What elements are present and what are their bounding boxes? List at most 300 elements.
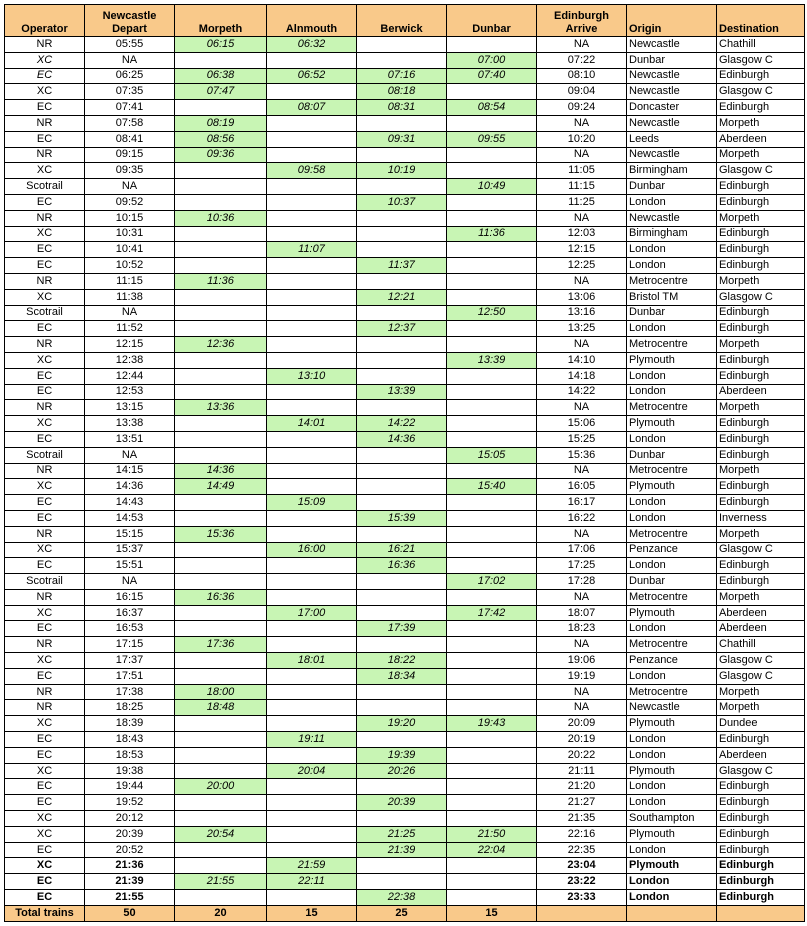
table-row	[5, 495, 805, 511]
cell-dunbar: 08:54	[447, 100, 537, 116]
cell-destination: Edinburgh	[717, 890, 805, 906]
cell-destination: Edinburgh	[717, 447, 805, 463]
cell-operator: NR	[5, 463, 85, 479]
cell-origin: Metrocentre	[627, 400, 717, 416]
cell-newcastle: 15:15	[85, 526, 175, 542]
cell-berwick	[357, 52, 447, 68]
cell-dunbar	[447, 747, 537, 763]
cell-newcastle: 12:38	[85, 352, 175, 368]
cell-dunbar: 13:39	[447, 352, 537, 368]
cell-origin: Penzance	[627, 653, 717, 669]
cell-morpeth: 08:19	[175, 115, 267, 131]
cell-berwick: 08:31	[357, 100, 447, 116]
cell-edinburgh: 12:25	[537, 258, 627, 274]
cell-edinburgh: NA	[537, 684, 627, 700]
table-row	[5, 779, 805, 795]
cell-destination: Aberdeen	[717, 131, 805, 147]
header-destination: Destination	[717, 5, 805, 37]
cell-berwick	[357, 463, 447, 479]
totals-destination	[717, 905, 805, 921]
cell-dunbar	[447, 526, 537, 542]
table-row	[5, 242, 805, 258]
cell-morpeth	[175, 653, 267, 669]
cell-operator: EC	[5, 621, 85, 637]
cell-newcastle: 17:15	[85, 637, 175, 653]
cell-origin: Leeds	[627, 131, 717, 147]
cell-operator: EC	[5, 795, 85, 811]
cell-operator: EC	[5, 242, 85, 258]
cell-newcastle: 10:41	[85, 242, 175, 258]
cell-destination: Morpeth	[717, 700, 805, 716]
cell-alnmouth	[267, 131, 357, 147]
table-row	[5, 795, 805, 811]
cell-operator: XC	[5, 716, 85, 732]
cell-origin: London	[627, 431, 717, 447]
cell-morpeth: 16:36	[175, 589, 267, 605]
cell-morpeth	[175, 495, 267, 511]
table-row	[5, 605, 805, 621]
cell-morpeth	[175, 179, 267, 195]
header-newcastle-line1: Newcastle	[102, 10, 157, 22]
cell-alnmouth	[267, 589, 357, 605]
cell-newcastle: 19:44	[85, 779, 175, 795]
cell-dunbar	[447, 147, 537, 163]
cell-edinburgh: NA	[537, 147, 627, 163]
cell-origin: Metrocentre	[627, 463, 717, 479]
cell-morpeth	[175, 732, 267, 748]
totals-newcastle: 50	[85, 905, 175, 921]
cell-alnmouth	[267, 352, 357, 368]
cell-newcastle: 14:15	[85, 463, 175, 479]
cell-berwick: 15:39	[357, 510, 447, 526]
cell-operator: EC	[5, 842, 85, 858]
cell-alnmouth: 21:59	[267, 858, 357, 874]
cell-dunbar: 15:40	[447, 479, 537, 495]
cell-newcastle: 13:38	[85, 416, 175, 432]
cell-newcastle: 16:53	[85, 621, 175, 637]
cell-operator: NR	[5, 273, 85, 289]
cell-dunbar	[447, 115, 537, 131]
cell-operator: EC	[5, 558, 85, 574]
cell-destination: Edinburgh	[717, 242, 805, 258]
cell-operator: XC	[5, 289, 85, 305]
table-row	[5, 194, 805, 210]
cell-morpeth	[175, 558, 267, 574]
cell-dunbar	[447, 700, 537, 716]
table-row	[5, 163, 805, 179]
table-row	[5, 589, 805, 605]
cell-dunbar	[447, 210, 537, 226]
cell-berwick	[357, 242, 447, 258]
cell-newcastle: 18:39	[85, 716, 175, 732]
cell-alnmouth: 19:11	[267, 732, 357, 748]
cell-edinburgh: 16:05	[537, 479, 627, 495]
cell-origin: Metrocentre	[627, 684, 717, 700]
cell-morpeth	[175, 574, 267, 590]
cell-alnmouth	[267, 447, 357, 463]
cell-newcastle: 05:55	[85, 37, 175, 53]
cell-berwick: 21:39	[357, 842, 447, 858]
table-row	[5, 558, 805, 574]
cell-alnmouth: 06:52	[267, 68, 357, 84]
cell-berwick	[357, 479, 447, 495]
cell-operator: NR	[5, 526, 85, 542]
table-row	[5, 747, 805, 763]
cell-origin: Newcastle	[627, 147, 717, 163]
cell-newcastle: 20:12	[85, 811, 175, 827]
cell-origin: London	[627, 495, 717, 511]
cell-berwick: 13:39	[357, 384, 447, 400]
cell-alnmouth	[267, 795, 357, 811]
table-row	[5, 526, 805, 542]
cell-dunbar	[447, 874, 537, 890]
cell-alnmouth	[267, 337, 357, 353]
cell-berwick: 18:22	[357, 653, 447, 669]
cell-morpeth: 07:47	[175, 84, 267, 100]
cell-alnmouth	[267, 826, 357, 842]
cell-berwick	[357, 589, 447, 605]
cell-berwick	[357, 779, 447, 795]
cell-alnmouth	[267, 273, 357, 289]
cell-newcastle: 07:41	[85, 100, 175, 116]
cell-alnmouth	[267, 700, 357, 716]
cell-operator: XC	[5, 542, 85, 558]
cell-origin: Plymouth	[627, 858, 717, 874]
cell-berwick: 07:16	[357, 68, 447, 84]
cell-destination: Inverness	[717, 510, 805, 526]
cell-edinburgh: NA	[537, 637, 627, 653]
cell-edinburgh: 16:17	[537, 495, 627, 511]
cell-origin: London	[627, 384, 717, 400]
cell-destination: Glasgow C	[717, 542, 805, 558]
cell-dunbar	[447, 495, 537, 511]
table-row	[5, 574, 805, 590]
header-newcastle-line2: Depart	[112, 23, 147, 35]
cell-origin: Dunbar	[627, 305, 717, 321]
cell-operator: Scotrail	[5, 179, 85, 195]
cell-edinburgh: 17:25	[537, 558, 627, 574]
cell-alnmouth	[267, 226, 357, 242]
header-dunbar: Dunbar	[447, 5, 537, 37]
cell-edinburgh: 23:22	[537, 874, 627, 890]
cell-alnmouth	[267, 684, 357, 700]
cell-morpeth	[175, 52, 267, 68]
cell-morpeth	[175, 416, 267, 432]
cell-berwick	[357, 811, 447, 827]
cell-morpeth	[175, 605, 267, 621]
table-row	[5, 210, 805, 226]
cell-morpeth	[175, 100, 267, 116]
cell-origin: Newcastle	[627, 68, 717, 84]
table-row	[5, 115, 805, 131]
timetable-body	[5, 37, 805, 906]
cell-operator: EC	[5, 131, 85, 147]
cell-newcastle: 14:36	[85, 479, 175, 495]
cell-destination: Morpeth	[717, 115, 805, 131]
cell-operator: EC	[5, 495, 85, 511]
cell-newcastle: 07:35	[85, 84, 175, 100]
cell-berwick	[357, 526, 447, 542]
totals-dunbar: 15	[447, 905, 537, 921]
table-row	[5, 321, 805, 337]
cell-dunbar	[447, 400, 537, 416]
cell-origin: Newcastle	[627, 210, 717, 226]
table-row	[5, 226, 805, 242]
cell-destination: Morpeth	[717, 147, 805, 163]
table-row	[5, 100, 805, 116]
table-row	[5, 384, 805, 400]
cell-destination: Morpeth	[717, 337, 805, 353]
cell-newcastle: 11:38	[85, 289, 175, 305]
cell-operator: EC	[5, 68, 85, 84]
cell-operator: NR	[5, 115, 85, 131]
cell-alnmouth: 18:01	[267, 653, 357, 669]
cell-alnmouth	[267, 747, 357, 763]
header-edinburgh-line1: Edinburgh	[554, 10, 609, 22]
cell-morpeth: 09:36	[175, 147, 267, 163]
cell-alnmouth	[267, 258, 357, 274]
cell-alnmouth	[267, 194, 357, 210]
cell-dunbar: 07:00	[447, 52, 537, 68]
cell-destination: Edinburgh	[717, 100, 805, 116]
cell-operator: XC	[5, 226, 85, 242]
cell-berwick	[357, 37, 447, 53]
cell-edinburgh: NA	[537, 526, 627, 542]
cell-alnmouth	[267, 668, 357, 684]
table-row	[5, 368, 805, 384]
cell-operator: EC	[5, 258, 85, 274]
cell-origin: Dunbar	[627, 447, 717, 463]
cell-berwick: 17:39	[357, 621, 447, 637]
cell-destination: Edinburgh	[717, 258, 805, 274]
cell-berwick: 18:34	[357, 668, 447, 684]
cell-berwick	[357, 732, 447, 748]
cell-destination: Aberdeen	[717, 384, 805, 400]
cell-newcastle: 17:51	[85, 668, 175, 684]
cell-dunbar: 12:50	[447, 305, 537, 321]
cell-destination: Edinburgh	[717, 226, 805, 242]
cell-edinburgh: 09:04	[537, 84, 627, 100]
table-row	[5, 858, 805, 874]
cell-berwick: 08:18	[357, 84, 447, 100]
cell-origin: London	[627, 874, 717, 890]
cell-newcastle: 10:15	[85, 210, 175, 226]
cell-alnmouth	[267, 842, 357, 858]
cell-dunbar	[447, 84, 537, 100]
cell-berwick	[357, 368, 447, 384]
cell-origin: Metrocentre	[627, 526, 717, 542]
cell-berwick: 19:20	[357, 716, 447, 732]
header-berwick: Berwick	[357, 5, 447, 37]
cell-berwick	[357, 273, 447, 289]
cell-destination: Morpeth	[717, 684, 805, 700]
cell-dunbar	[447, 668, 537, 684]
cell-dunbar: 22:04	[447, 842, 537, 858]
cell-newcastle: 10:31	[85, 226, 175, 242]
cell-origin: London	[627, 779, 717, 795]
cell-edinburgh: 23:33	[537, 890, 627, 906]
cell-dunbar	[447, 637, 537, 653]
cell-destination: Morpeth	[717, 526, 805, 542]
totals-origin	[627, 905, 717, 921]
cell-alnmouth	[267, 384, 357, 400]
cell-operator: XC	[5, 763, 85, 779]
cell-morpeth: 20:00	[175, 779, 267, 795]
cell-morpeth	[175, 811, 267, 827]
cell-morpeth: 14:36	[175, 463, 267, 479]
cell-newcastle: 09:35	[85, 163, 175, 179]
cell-origin: London	[627, 890, 717, 906]
table-row	[5, 890, 805, 906]
cell-alnmouth: 15:09	[267, 495, 357, 511]
cell-newcastle: 06:25	[85, 68, 175, 84]
cell-dunbar	[447, 337, 537, 353]
cell-morpeth: 13:36	[175, 400, 267, 416]
cell-dunbar: 10:49	[447, 179, 537, 195]
cell-dunbar: 15:05	[447, 447, 537, 463]
cell-dunbar	[447, 732, 537, 748]
cell-newcastle: 21:55	[85, 890, 175, 906]
cell-morpeth	[175, 447, 267, 463]
cell-destination: Edinburgh	[717, 305, 805, 321]
cell-destination: Edinburgh	[717, 842, 805, 858]
cell-edinburgh: 21:11	[537, 763, 627, 779]
cell-alnmouth	[267, 716, 357, 732]
cell-operator: XC	[5, 416, 85, 432]
cell-destination: Glasgow C	[717, 163, 805, 179]
cell-alnmouth: 14:01	[267, 416, 357, 432]
cell-origin: Metrocentre	[627, 273, 717, 289]
cell-origin: London	[627, 510, 717, 526]
cell-alnmouth	[267, 526, 357, 542]
cell-edinburgh: NA	[537, 115, 627, 131]
totals-row	[5, 905, 805, 921]
cell-morpeth: 14:49	[175, 479, 267, 495]
cell-origin: Doncaster	[627, 100, 717, 116]
cell-berwick	[357, 637, 447, 653]
cell-origin: Birmingham	[627, 163, 717, 179]
cell-morpeth: 12:36	[175, 337, 267, 353]
cell-newcastle: 16:15	[85, 589, 175, 605]
cell-berwick	[357, 337, 447, 353]
cell-edinburgh: 21:20	[537, 779, 627, 795]
cell-edinburgh: NA	[537, 463, 627, 479]
cell-dunbar	[447, 289, 537, 305]
cell-origin: London	[627, 558, 717, 574]
header-edinburgh-line2: Arrive	[565, 23, 598, 35]
cell-alnmouth	[267, 210, 357, 226]
cell-edinburgh: 07:22	[537, 52, 627, 68]
cell-alnmouth	[267, 115, 357, 131]
cell-newcastle: 15:37	[85, 542, 175, 558]
table-row	[5, 621, 805, 637]
cell-morpeth	[175, 305, 267, 321]
cell-origin: Plymouth	[627, 763, 717, 779]
cell-edinburgh: 09:24	[537, 100, 627, 116]
cell-alnmouth	[267, 289, 357, 305]
cell-alnmouth	[267, 811, 357, 827]
cell-newcastle: 15:51	[85, 558, 175, 574]
cell-origin: London	[627, 242, 717, 258]
table-row	[5, 416, 805, 432]
cell-edinburgh: 17:06	[537, 542, 627, 558]
cell-morpeth	[175, 621, 267, 637]
cell-operator: NR	[5, 147, 85, 163]
cell-operator: XC	[5, 605, 85, 621]
header-operator: Operator	[5, 5, 85, 37]
cell-berwick: 11:37	[357, 258, 447, 274]
cell-alnmouth	[267, 147, 357, 163]
cell-edinburgh: 14:22	[537, 384, 627, 400]
cell-edinburgh: 10:20	[537, 131, 627, 147]
cell-alnmouth: 09:58	[267, 163, 357, 179]
cell-origin: Plymouth	[627, 605, 717, 621]
cell-newcastle: 09:52	[85, 194, 175, 210]
cell-newcastle: 17:38	[85, 684, 175, 700]
cell-origin: Plymouth	[627, 479, 717, 495]
cell-edinburgh: 16:22	[537, 510, 627, 526]
cell-origin: Metrocentre	[627, 637, 717, 653]
cell-destination: Dundee	[717, 716, 805, 732]
cell-destination: Edinburgh	[717, 431, 805, 447]
cell-alnmouth: 17:00	[267, 605, 357, 621]
cell-destination: Edinburgh	[717, 858, 805, 874]
cell-edinburgh: 12:15	[537, 242, 627, 258]
cell-operator: XC	[5, 352, 85, 368]
cell-edinburgh: 17:28	[537, 574, 627, 590]
cell-alnmouth	[267, 431, 357, 447]
cell-edinburgh: 19:06	[537, 653, 627, 669]
cell-origin: Newcastle	[627, 115, 717, 131]
cell-newcastle: 18:53	[85, 747, 175, 763]
cell-alnmouth	[267, 84, 357, 100]
table-row	[5, 732, 805, 748]
cell-operator: NR	[5, 37, 85, 53]
cell-edinburgh: NA	[537, 37, 627, 53]
cell-alnmouth: 13:10	[267, 368, 357, 384]
cell-newcastle: 08:41	[85, 131, 175, 147]
cell-edinburgh: 13:25	[537, 321, 627, 337]
table-row	[5, 874, 805, 890]
cell-destination: Glasgow C	[717, 289, 805, 305]
cell-dunbar	[447, 37, 537, 53]
cell-destination: Aberdeen	[717, 605, 805, 621]
cell-operator: XC	[5, 84, 85, 100]
cell-morpeth	[175, 795, 267, 811]
cell-operator: EC	[5, 321, 85, 337]
cell-destination: Edinburgh	[717, 732, 805, 748]
header-row	[5, 5, 805, 37]
cell-alnmouth: 11:07	[267, 242, 357, 258]
cell-origin: Plymouth	[627, 826, 717, 842]
cell-edinburgh: 13:06	[537, 289, 627, 305]
cell-destination: Glasgow C	[717, 668, 805, 684]
cell-destination: Edinburgh	[717, 479, 805, 495]
cell-alnmouth	[267, 179, 357, 195]
cell-berwick: 20:39	[357, 795, 447, 811]
table-row	[5, 179, 805, 195]
cell-operator: EC	[5, 779, 85, 795]
table-row	[5, 763, 805, 779]
cell-morpeth: 08:56	[175, 131, 267, 147]
table-row	[5, 700, 805, 716]
cell-origin: Metrocentre	[627, 337, 717, 353]
cell-alnmouth: 06:32	[267, 37, 357, 53]
cell-edinburgh: 15:06	[537, 416, 627, 432]
cell-berwick: 16:36	[357, 558, 447, 574]
cell-destination: Aberdeen	[717, 621, 805, 637]
cell-newcastle: 11:15	[85, 273, 175, 289]
